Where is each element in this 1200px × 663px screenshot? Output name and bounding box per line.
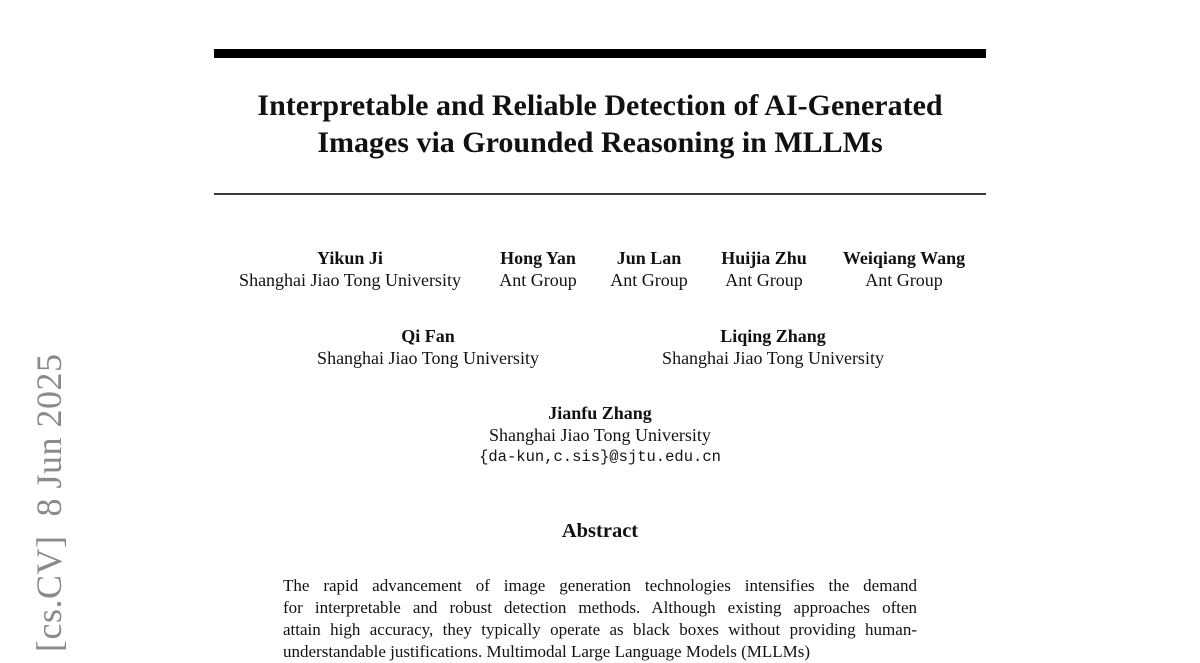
author-name: Qi Fan bbox=[401, 326, 455, 346]
top-divider-bar bbox=[214, 49, 986, 58]
author-affiliation: Ant Group bbox=[725, 270, 803, 290]
author-affiliation: Ant Group bbox=[499, 270, 577, 290]
abstract-line: for interpretable and robust detection methods. Although existing approaches often bbox=[283, 598, 917, 617]
author-affiliation: Ant Group bbox=[610, 270, 688, 290]
author-block bbox=[499, 247, 577, 291]
author-name: Weiqiang Wang bbox=[842, 248, 966, 268]
author-block bbox=[479, 402, 721, 468]
author-name: Hong Yan bbox=[500, 248, 576, 268]
abstract-body bbox=[283, 575, 917, 663]
arxiv-stamp: [cs.CV] 8 Jun 2025 bbox=[29, 353, 69, 652]
abstract-line: The rapid advancement of image generation technologies intensifies the demand bbox=[283, 576, 917, 595]
abstract-heading: Abstract bbox=[561, 520, 639, 542]
author-email: {da-kun,c.sis}@sjtu.edu.cn bbox=[479, 448, 721, 466]
title-divider-rule bbox=[214, 193, 986, 195]
author-name: Jun Lan bbox=[616, 248, 682, 268]
author-block bbox=[662, 325, 884, 369]
author-affiliation: Shanghai Jiao Tong University bbox=[239, 270, 461, 290]
author-name: Liqing Zhang bbox=[720, 326, 826, 346]
author-block bbox=[843, 247, 965, 291]
page-title-line-1: Interpretable and Reliable Detection of AI-Generated bbox=[257, 89, 943, 122]
author-affiliation: Shanghai Jiao Tong University bbox=[662, 348, 884, 368]
author-affiliation: Shanghai Jiao Tong University bbox=[317, 348, 539, 368]
abstract-line: understandable justifications. Multimodal Large Language Models (MLLMs) bbox=[283, 642, 811, 661]
author-name: Huijia Zhu bbox=[721, 248, 807, 268]
author-affiliation: Ant Group bbox=[865, 270, 943, 290]
author-name: Yikun Ji bbox=[317, 248, 383, 268]
author-block bbox=[239, 247, 461, 291]
author-block bbox=[317, 325, 539, 369]
page-title bbox=[214, 87, 986, 161]
author-name: Jianfu Zhang bbox=[548, 403, 652, 423]
page-title-line-2: Images via Grounded Reasoning in MLLMs bbox=[317, 126, 883, 159]
abstract-line: attain high accuracy, they typically operate as black boxes without providing human- bbox=[283, 620, 917, 639]
author-block bbox=[610, 247, 688, 291]
author-affiliation: Shanghai Jiao Tong University bbox=[489, 425, 711, 445]
author-block bbox=[721, 247, 807, 291]
